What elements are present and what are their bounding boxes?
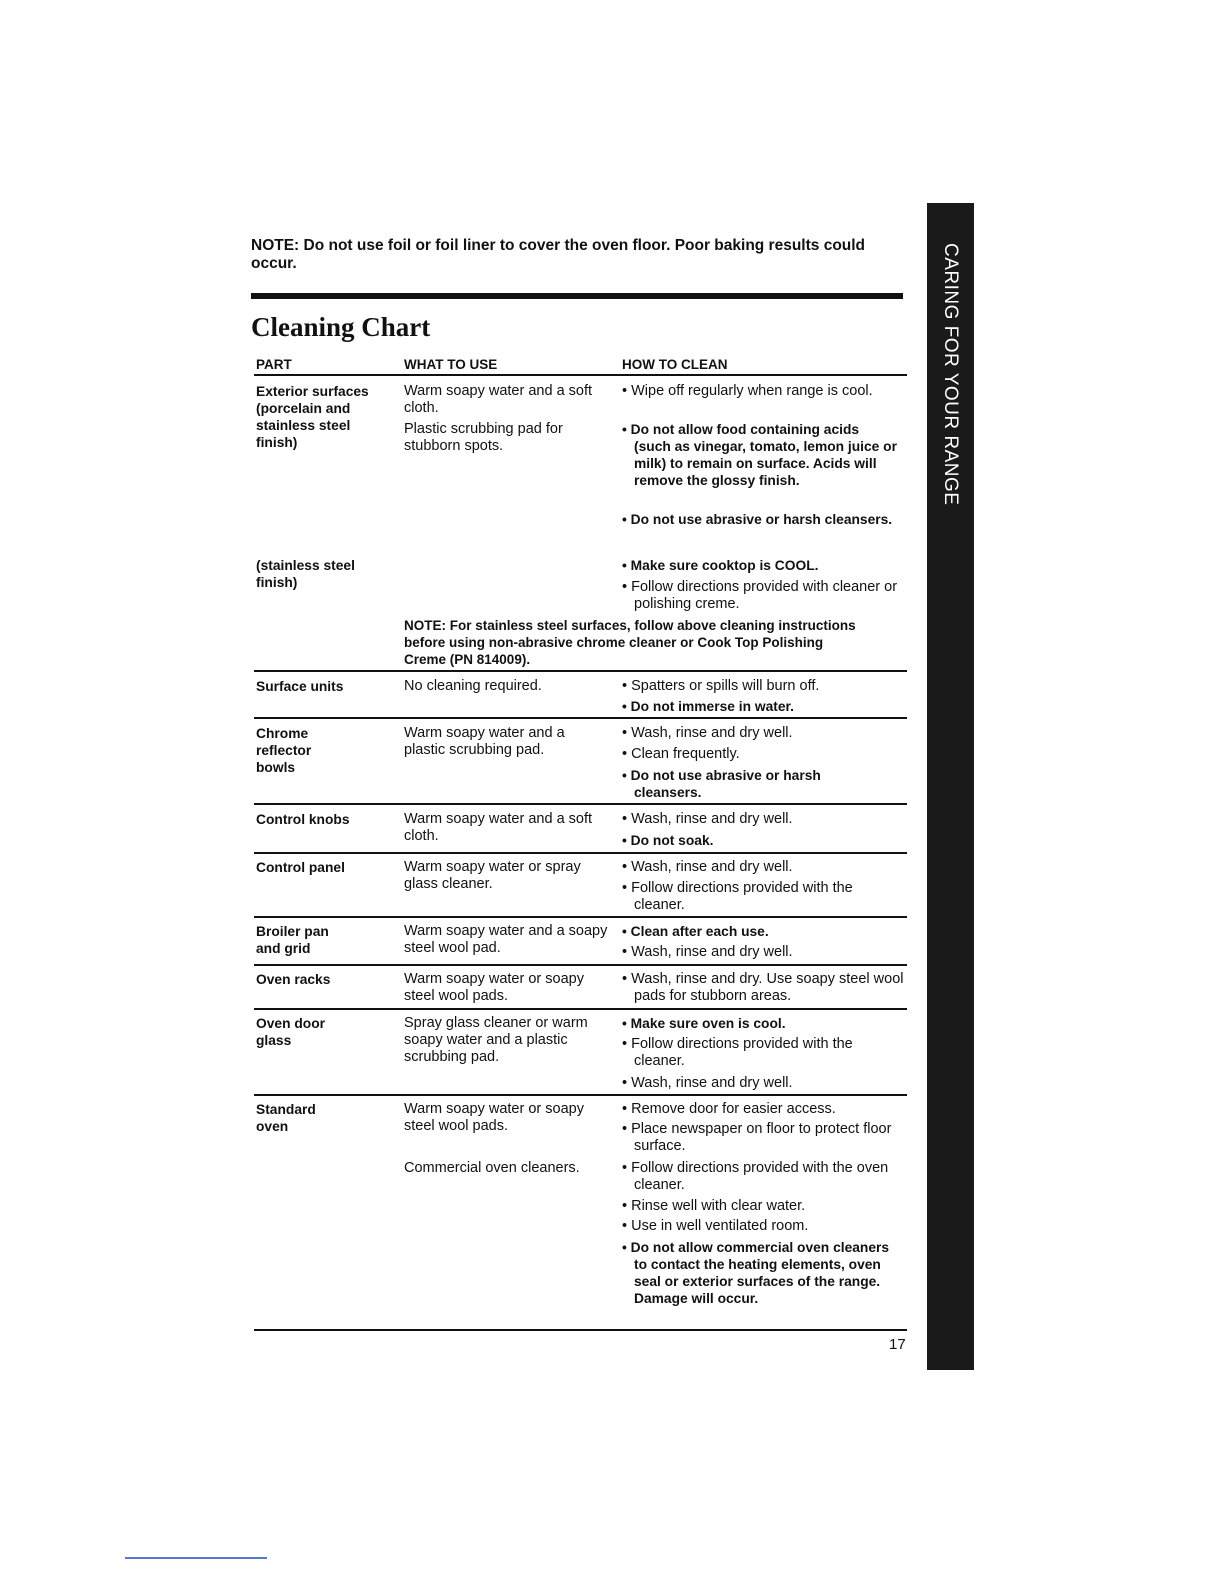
how-surface-units-1: • Spatters or spills will burn off. xyxy=(622,678,820,694)
row-divider xyxy=(254,803,907,805)
how-chrome-1: • Wash, rinse and dry well. xyxy=(622,725,793,741)
page-title: Cleaning Chart xyxy=(251,312,431,342)
how-knobs-2: • Do not soak. xyxy=(622,833,714,848)
how-chrome-3: • Do not use abrasive or harsh cleansers. xyxy=(622,768,821,800)
use-oven-door-glass: Spray glass cleaner or warm soapy water and a plastic scrubbing pad. xyxy=(404,1015,588,1065)
how-surface-units-2: • Do not immerse in water. xyxy=(622,699,794,714)
how-door-2: • Follow directions provided with the cleaner. xyxy=(622,1036,853,1069)
row-divider xyxy=(254,1008,907,1010)
row-divider xyxy=(254,964,907,966)
header-how-to-clean: HOW TO CLEAN xyxy=(622,357,728,372)
row-divider xyxy=(254,852,907,854)
part-oven-racks: Oven racks xyxy=(256,972,331,987)
how-panel-1: • Wash, rinse and dry well. xyxy=(622,859,793,875)
how-chrome-2: • Clean frequently. xyxy=(622,746,740,762)
footer-line xyxy=(125,1557,267,1559)
use-control-panel: Warm soapy water or spray glass cleaner. xyxy=(404,859,581,892)
use-control-knobs: Warm soapy water and a soft cloth. xyxy=(404,811,593,844)
use-exterior-1: Warm soapy water and a soft cloth. xyxy=(404,383,593,416)
how-standard-3: • Follow directions provided with the oven cleaner. xyxy=(622,1160,889,1193)
part-broiler-pan: Broiler pan and grid xyxy=(256,924,329,956)
how-knobs-1: • Wash, rinse and dry well. xyxy=(622,811,793,827)
how-racks-1: • Wash, rinse and dry. Use soapy steel wool pads for stubborn areas. xyxy=(622,971,904,1004)
row-divider xyxy=(254,1094,907,1096)
thick-divider xyxy=(251,293,903,299)
part-oven-door-glass: Oven door glass xyxy=(256,1016,325,1048)
use-broiler-pan: Warm soapy water and a soapy steel wool pad. xyxy=(404,923,608,956)
how-panel-2: • Follow directions provided with the cleaner. xyxy=(622,880,853,913)
how-standard-2: • Place newspaper on floor to protect floor surface. xyxy=(622,1121,892,1154)
part-standard-oven: Standard oven xyxy=(256,1102,316,1134)
side-tab-label: CARING FOR YOUR RANGE xyxy=(940,243,961,506)
part-control-knobs: Control knobs xyxy=(256,812,350,827)
header-what-to-use: WHAT TO USE xyxy=(404,357,498,372)
use-standard-oven-2: Commercial oven cleaners. xyxy=(404,1160,580,1176)
part-control-panel: Control panel xyxy=(256,860,345,875)
page-number: 17 xyxy=(889,1336,906,1353)
how-stainless-1: • Make sure cooktop is COOL. xyxy=(622,558,819,573)
use-chrome-bowls: Warm soapy water and a plastic scrubbing pad. xyxy=(404,725,565,758)
how-standard-6: • Do not allow commercial oven cleaners to contact the heating elements, oven seal or exterior surfaces of the range. Damage will occur. xyxy=(622,1240,890,1306)
top-note: NOTE: Do not use foil or foil liner to cover the oven floor. Poor baking results could occur. xyxy=(251,237,866,272)
header-part: PART xyxy=(256,357,292,372)
how-standard-1: • Remove door for easier access. xyxy=(622,1101,836,1117)
how-door-3: • Wash, rinse and dry well. xyxy=(622,1075,793,1091)
how-exterior-3: • Do not use abrasive or harsh cleansers. xyxy=(622,512,893,527)
part-surface-units: Surface units xyxy=(256,679,344,694)
stainless-note: NOTE: For stainless steel surfaces, follow above cleaning instructions before using non-abrasive chrome cleaner or Cook Top Polishing Creme (PN 814009). xyxy=(404,618,856,667)
how-door-1: • Make sure oven is cool. xyxy=(622,1016,786,1031)
row-divider xyxy=(254,916,907,918)
how-stainless-2: • Follow directions provided with cleaner or polishing creme. xyxy=(622,579,898,612)
row-divider xyxy=(254,717,907,719)
row-divider xyxy=(254,670,907,672)
how-exterior-2: • Do not allow food containing acids (such as vinegar, tomato, lemon juice or milk) to remain on surface. Acids will remove the glossy finish. xyxy=(622,422,897,488)
how-broiler-1: • Clean after each use. xyxy=(622,924,769,939)
use-exterior-2: Plastic scrubbing pad for stubborn spots. xyxy=(404,421,563,454)
header-divider xyxy=(254,374,907,376)
how-standard-4: • Rinse well with clear water. xyxy=(622,1198,806,1214)
how-exterior-1: • Wipe off regularly when range is cool. xyxy=(622,383,873,399)
use-standard-oven-1: Warm soapy water or soapy steel wool pads. xyxy=(404,1101,584,1134)
part-chrome-bowls: Chrome reflector bowls xyxy=(256,726,312,775)
part-stainless: (stainless steel finish) xyxy=(256,558,355,590)
part-exterior: Exterior surfaces (porcelain and stainless steel finish) xyxy=(256,384,369,450)
how-broiler-2: • Wash, rinse and dry well. xyxy=(622,944,793,960)
table-bottom-rule xyxy=(254,1329,907,1331)
use-oven-racks: Warm soapy water or soapy steel wool pads. xyxy=(404,971,584,1004)
use-surface-units: No cleaning required. xyxy=(404,678,542,694)
how-standard-5: • Use in well ventilated room. xyxy=(622,1218,809,1234)
